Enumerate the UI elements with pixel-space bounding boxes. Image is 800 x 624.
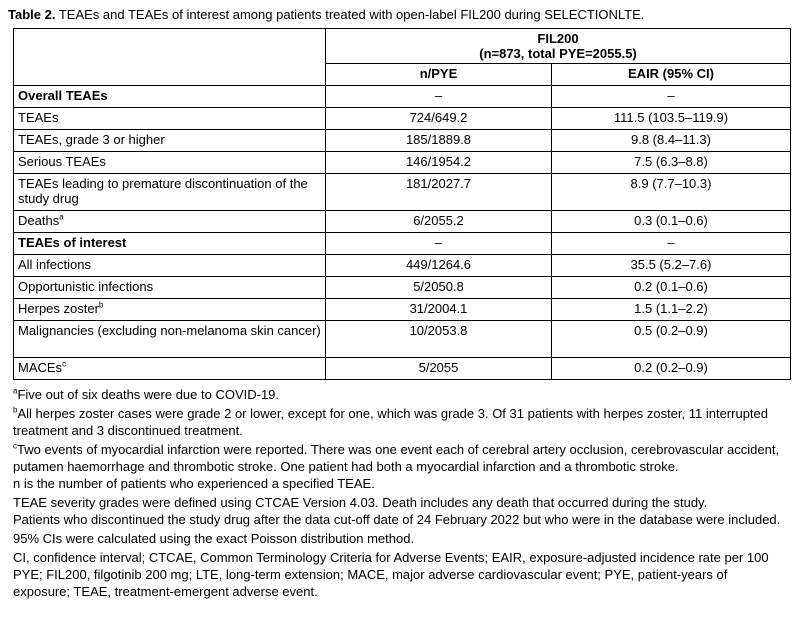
- header-empty-cell: [14, 29, 326, 86]
- row-footnote-mark: b: [98, 300, 104, 310]
- row-npye-cell: –: [326, 86, 552, 108]
- table-row: [14, 211, 791, 233]
- row-label: TEAEs: [18, 110, 59, 125]
- footnote-a-text: Five out of six deaths were due to COVID-19.: [17, 387, 280, 402]
- table-row: [14, 108, 791, 130]
- row-eair-cell: 35.5 (5.2–7.6): [552, 255, 791, 277]
- row-label: Serious TEAEs: [18, 154, 106, 169]
- row-label: TEAEs, grade 3 or higher: [18, 132, 165, 147]
- table-row: [14, 299, 791, 321]
- row-footnote-mark: a: [59, 212, 64, 222]
- footnote-n-definition: n is the number of patients who experienced a specified TEAE.: [13, 476, 375, 491]
- row-label: Overall TEAEs: [18, 88, 108, 103]
- footnote-b-mark: b: [13, 405, 18, 415]
- table-caption-label: Table 2.: [8, 7, 56, 22]
- footnote-b: [13, 405, 788, 439]
- table-row: [14, 86, 791, 108]
- row-eair-cell: 111.5 (103.5–119.9): [552, 108, 791, 130]
- table-body: [14, 86, 791, 380]
- row-label-cell: [14, 108, 326, 130]
- footnote-b-text: All herpes zoster cases were grade 2 or lower, except for one, which was grade 3. Of 31 patients with herpes zoster, 11 interrupted treatment and 3 discontinued treatment.: [13, 406, 768, 438]
- footnotes: [8, 386, 788, 600]
- row-eair-cell: –: [552, 86, 791, 108]
- header-group-cell: [326, 29, 791, 64]
- footnote-a-mark: a: [13, 386, 18, 396]
- footnote-ci-method: 95% CIs were calculated using the exact Poisson distribution method.: [13, 531, 415, 546]
- footnote-abbreviations: CI, confidence interval; CTCAE, Common Terminology Criteria for Adverse Events; EAIR, exposure-adjusted incidence rate per 100 PYE; FIL200, filgotinib 200 mg; LTE, long-term extension; MACE, major adverse cardiovascular event; PYE, patient-years of exposure; TEAE, treatment-emergent adverse event.: [13, 550, 769, 599]
- table-header-row-group: [14, 29, 791, 64]
- row-label-cell: [14, 277, 326, 299]
- row-eair-cell: 9.8 (8.4–11.3): [552, 130, 791, 152]
- row-npye-cell: –: [326, 233, 552, 255]
- row-eair-cell: 8.9 (7.7–10.3): [552, 174, 791, 211]
- row-label-cell: [14, 233, 326, 255]
- row-label-cell: [14, 299, 326, 321]
- teae-table: [13, 28, 791, 380]
- footnote-c-text: Two events of myocardial infarction were reported. There was one event each of cerebral artery occlusion, cerebrovascular accident, putamen haemorrhage and thrombotic stroke. One patient had both a myocardial infarction and a thrombotic stroke.: [13, 442, 780, 474]
- row-label: Deaths: [18, 213, 60, 228]
- row-label: Malignancies (excluding non-melanoma skin cancer): [18, 323, 321, 338]
- row-eair-cell: 0.2 (0.2–0.9): [552, 358, 791, 380]
- row-label: TEAEs leading to premature discontinuation of the study drug: [18, 176, 308, 206]
- row-label-cell: [14, 211, 326, 233]
- table-row: [14, 174, 791, 211]
- row-footnote-mark: c: [62, 359, 67, 369]
- row-npye-cell: 10/2053.8: [326, 321, 552, 358]
- row-label-cell: [14, 358, 326, 380]
- table-caption-text: TEAEs and TEAEs of interest among patients treated with open-label FIL200 during SELECTIONLTE.: [55, 7, 645, 22]
- row-npye-cell: 449/1264.6: [326, 255, 552, 277]
- row-npye-cell: 724/649.2: [326, 108, 552, 130]
- row-eair-cell: 0.3 (0.1–0.6): [552, 211, 791, 233]
- row-eair-cell: 7.5 (6.3–8.8): [552, 152, 791, 174]
- row-npye-cell: 31/2004.1: [326, 299, 552, 321]
- table-row: [14, 358, 791, 380]
- column-header-eair: EAIR (95% CI): [552, 64, 791, 86]
- table-row: [14, 255, 791, 277]
- row-npye-cell: 5/2050.8: [326, 277, 552, 299]
- row-label-cell: [14, 86, 326, 108]
- row-label-cell: [14, 255, 326, 277]
- row-label: All infections: [18, 257, 91, 272]
- row-label: MACEs: [18, 360, 63, 375]
- header-group-subtitle: (n=873, total PYE=2055.5): [479, 46, 637, 61]
- table-row: [14, 277, 791, 299]
- row-label-cell: [14, 152, 326, 174]
- row-label-cell: [14, 130, 326, 152]
- header-group-title: FIL200: [537, 31, 579, 46]
- row-label-cell: [14, 174, 326, 211]
- row-npye-cell: 5/2055: [326, 358, 552, 380]
- footnote-cutoff: Patients who discontinued the study drug after the data cut-off date of 24 February 2022 but who were in the database were included.: [13, 512, 781, 527]
- row-label: TEAEs of interest: [18, 235, 127, 250]
- footnote-a: [13, 386, 788, 403]
- table-row: [14, 233, 791, 255]
- row-npye-cell: 6/2055.2: [326, 211, 552, 233]
- row-label: Herpes zoster: [18, 301, 99, 316]
- row-npye-cell: 146/1954.2: [326, 152, 552, 174]
- row-npye-cell: 185/1889.8: [326, 130, 552, 152]
- row-label: Opportunistic infections: [18, 279, 154, 294]
- row-label-cell: [14, 321, 326, 358]
- table-caption: [8, 6, 792, 23]
- row-eair-cell: 0.2 (0.1–0.6): [552, 277, 791, 299]
- table-row: [14, 130, 791, 152]
- table-row: [14, 321, 791, 358]
- table-row: [14, 152, 791, 174]
- row-eair-cell: 1.5 (1.1–2.2): [552, 299, 791, 321]
- footnote-c-mark: c: [13, 441, 17, 451]
- column-header-npye: n/PYE: [326, 64, 552, 86]
- row-eair-cell: 0.5 (0.2–0.9): [552, 321, 791, 358]
- footnote-severity: TEAE severity grades were defined using CTCAE Version 4.03. Death includes any death that occurred during the study.: [13, 495, 708, 510]
- footnote-c: [13, 441, 788, 475]
- row-npye-cell: 181/2027.7: [326, 174, 552, 211]
- row-eair-cell: –: [552, 233, 791, 255]
